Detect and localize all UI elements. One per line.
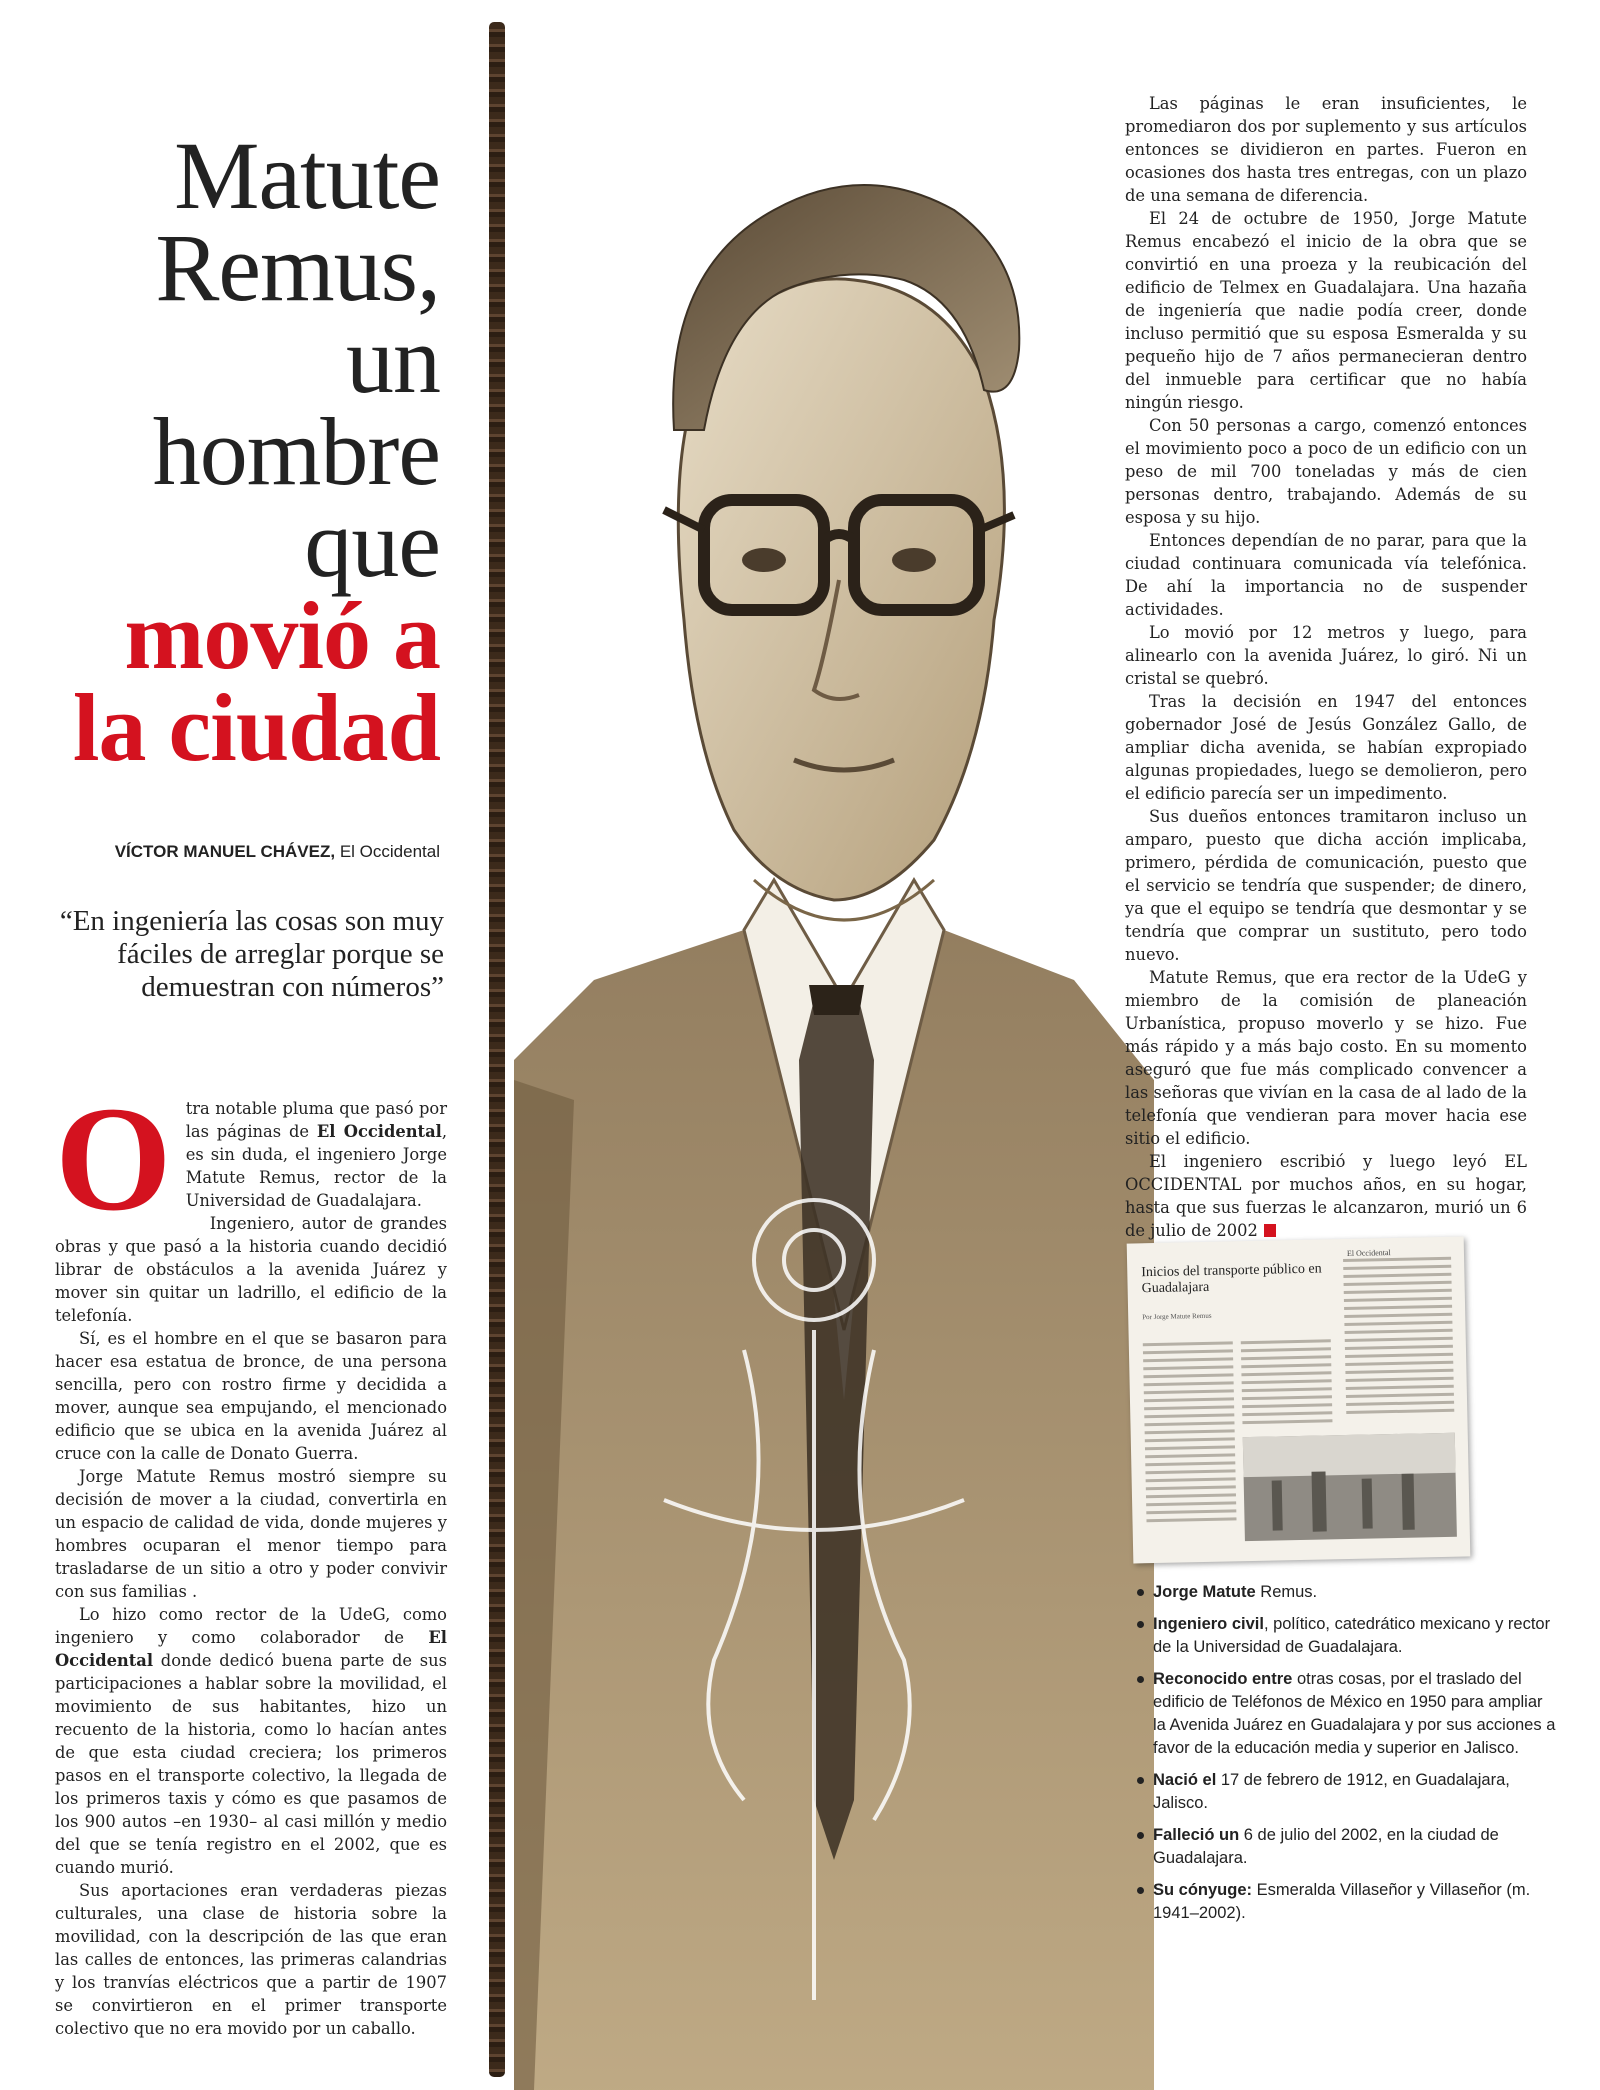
publication-name: El Occidental: [55, 1628, 447, 1670]
drop-cap: O: [55, 1076, 172, 1242]
text-run: Lo hizo como rector de la UdeG, como ingeniero y como colaborador de: [55, 1605, 447, 1647]
text-run: El ingeniero escribió y luego leyó EL OCCIDENTAL por muchos años, en su hogar, hasta que sus fuerzas le alcanzaron, murió un 6 de julio de 2002: [1125, 1152, 1527, 1240]
headline-line-6: movió a: [124, 582, 440, 689]
paragraph: Las páginas le eran insuficientes, le promediaron dos por suplemento y sus artículos entonces se dividieron en partes. Fueron en ocasiones dos hasta tres entregas, con un plazo de una semana de diferencia.: [1125, 94, 1527, 205]
headline-line-3: un: [346, 306, 440, 413]
headline-line-1: Matute: [174, 122, 440, 229]
paragraph: Jorge Matute Remus mostró siempre su decisión de mover a la ciudad, convertirla en un espacio de calidad de vida, donde mujeres y hombres ocuparan el menor tiempo para trasladarse de un sitio a otro y poder convivir con sus familias .: [55, 1467, 447, 1601]
pull-quote: “En ingeniería las cosas son muy fáciles de arreglar porque se demuestran con números”: [59, 905, 444, 1003]
text-run: tra notable pluma que pasó por las páginas de: [185, 1099, 447, 1141]
paragraph: Tras la decisión en 1947 del entonces gobernador José de Jesús González Gallo, de ampliar dicha avenida, se habían expropiado algunas propiedades, luego se demolieron, pero el edificio parecía ser un impedimento.: [1125, 692, 1527, 803]
clipping-byline: Por Jorge Matute Remus: [1142, 1311, 1212, 1322]
fact-text: 6 de julio del 2002, en la ciudad de Guadalajara.: [1153, 1826, 1499, 1867]
fact-item: [1137, 1824, 1557, 1870]
clipping-logo: El Occidental: [1346, 1248, 1391, 1258]
fact-item: [1137, 1769, 1557, 1815]
paragraph: Sus aportaciones eran verdaderas piezas culturales, una clase de historia sobre la movilidad, con la descripción de las que eran las calles de entonces, las primeras calandrias y los tranvías eléctricos que a partir de 1907 se convirtieron en el primer transporte colectivo que no era movido por un caballo.: [55, 1881, 447, 2038]
paragraph: Sí, es el hombre en el que se basaron para hacer esa estatua de bronce, de una persona sencilla, pero con rostro firme y decidida a mover, aunque sea empujando, el mencionado edificio que se ubica en la avenida Juárez al cruce con la calle de Donato Guerra.: [55, 1329, 447, 1463]
paragraph: Con 50 personas a cargo, comenzó entonces el movimiento poco a poco de un edificio con un peso de mil 700 toneladas y más de cien personas dentro, trabajando. Además de su esposa y su hijo.: [1125, 416, 1527, 527]
text-run: donde dedicó buena parte de sus participaciones a hablar sobre la movilidad, el movimiento de sus habitantes, hizo un recuento de la historia, como lo hacían antes de que esta ciudad creciera; los primeros pasos en el transporte colectivo, la llegada de los primeros taxis y cómo es que pasamos de los 900 autos –en 1930– al casi millón y medio del que se tenía registro en el 2002, que es cuando murió.: [55, 1651, 447, 1877]
headline: [40, 122, 440, 781]
column-divider: [489, 22, 505, 2077]
paragraph: Entonces dependían de no parar, para que la ciudad continuara comunicada vía telefónica. De ahí la importancia no de suspender actividades.: [1125, 531, 1527, 619]
archive-clipping: [1127, 1237, 1471, 1564]
fact-label: Su cónyuge:: [1153, 1881, 1253, 1899]
fact-label: Nació el: [1153, 1771, 1217, 1789]
paragraph: Ingeniero, autor de grandes obras y que pasó a la historia cuando decidió librar de obstáculos a la avenida Juárez y mover sin quitar un ladrillo, el edificio de la telefonía.: [55, 1214, 447, 1325]
fact-item: [1137, 1613, 1557, 1659]
headline-line-5: que: [304, 490, 440, 597]
article-body-right: [1125, 92, 1527, 1242]
clipping-columns-graphic: [1127, 1237, 1471, 1564]
headline-line-7: la ciudad: [72, 674, 440, 781]
headline-line-4: hombre: [152, 398, 440, 505]
fact-text: otras cosas, por el traslado del edificio de Teléfonos de México en 1950 para ampliar la Avenida Juárez en Guadalajara y por sus acciones a favor de la educación media y superior en Jalisco.: [1153, 1670, 1556, 1757]
paragraph: El 24 de octubre de 1950, Jorge Matute Remus encabezó el inicio de la obra que se convirtió en una proeza y la reubicación del edificio de Telmex en Guadalajara. Una hazaña de ingeniería que nadie podía creer, donde incluso permitió que su esposa Esmeralda y su pequeño hijo de 7 años permanecieran dentro del inmueble para certificar que no había ningún riesgo.: [1125, 209, 1527, 412]
publication-name: El Occidental: [316, 1122, 442, 1141]
byline-outlet: El Occidental: [339, 842, 440, 861]
byline: [40, 842, 440, 862]
paragraph: [1125, 1150, 1527, 1242]
portrait-illustration: [514, 100, 1154, 2090]
fact-label: Ingeniero civil: [1153, 1615, 1264, 1633]
article-body-left: [55, 1076, 447, 2040]
paragraph: Lo movió por 12 metros y luego, para alinearlo con la avenida Juárez, lo giró. Ni un cristal se quebró.: [1125, 623, 1527, 688]
byline-author: VÍCTOR MANUEL CHÁVEZ,: [114, 842, 336, 861]
fact-item: [1137, 1581, 1557, 1604]
fact-label: Falleció un: [1153, 1826, 1240, 1844]
paragraph: [55, 1603, 447, 1879]
fact-text: , político, catedrático mexicano y rector de la Universidad de Guadalajara.: [1153, 1615, 1551, 1656]
fact-item: [1137, 1879, 1557, 1925]
paragraph: Matute Remus, que era rector de la UdeG y miembro de la comisión de planeación Urbanística, propuso moverlo y se hizo. Fue más rápido y a más bajo costo. En su momento aseguró que fue más complicado convencer a las señoras que vivían en la casa de al lado de la telefonía que vendieran para mover hacia ese sitio el edificio.: [1125, 968, 1527, 1148]
end-mark-icon: [1264, 1224, 1276, 1237]
fact-text: Esmeralda Villaseñor y Villaseñor (m. 1941–2002).: [1153, 1881, 1531, 1922]
fact-text: Remus.: [1255, 1583, 1318, 1601]
paragraph: Sus dueños entonces tramitaron incluso un amparo, puesto que dicha acción implicaba, primero, pérdida de comunicación, puesto que el servicio se tendría que suspender; de dinero, ya que el equipo se tendría que desmontar y se tendría que comprar un sustituto, pero todo nuevo.: [1125, 807, 1527, 964]
clipping-title: Inicios del transporte público en Guadalajara: [1141, 1261, 1322, 1297]
facts-list: [1137, 1581, 1557, 1934]
fact-text: 17 de febrero de 1912, en Guadalajara, Jalisco.: [1153, 1771, 1510, 1812]
headline-line-2: Remus,: [155, 214, 440, 321]
fact-item: [1137, 1668, 1557, 1760]
fact-label: Jorge Matute: [1153, 1583, 1256, 1601]
text-run: , es sin duda, el ingeniero Jorge Matute Remus, rector de la Universidad de Guadalajara.: [185, 1122, 447, 1210]
fact-label: Reconocido entre: [1153, 1670, 1293, 1688]
